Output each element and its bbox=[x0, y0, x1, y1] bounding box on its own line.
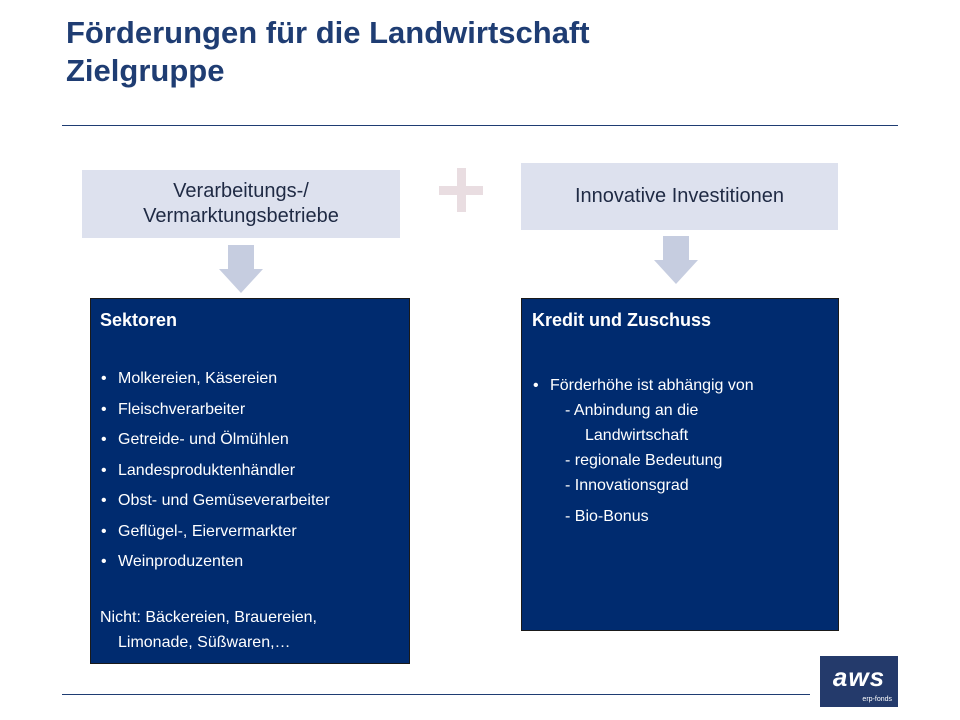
criterion-connection: - Anbindung an die bbox=[565, 402, 699, 419]
down-arrow-icon bbox=[219, 245, 263, 293]
processing-header-line-2: Vermarktungsbetriebe bbox=[143, 205, 339, 227]
sector-item bbox=[100, 461, 409, 492]
slide-title bbox=[66, 14, 590, 90]
sector-item-label: Molkereien, Käsereien bbox=[118, 370, 278, 387]
funding-criteria-intro: Förderhöhe ist abhängig von bbox=[550, 377, 754, 394]
funding-criteria-list bbox=[532, 373, 838, 529]
exclusions-line-2: Limonade, Süßwaren,… bbox=[118, 634, 291, 651]
credit-grant-box bbox=[521, 298, 839, 631]
investments-header-text: Innovative Investitionen bbox=[574, 185, 785, 207]
sector-item-label: Fleischverarbeiter bbox=[118, 400, 246, 418]
sectors-list bbox=[100, 369, 409, 583]
funding-criteria-bullet bbox=[532, 373, 838, 398]
sector-item bbox=[100, 400, 409, 431]
top-divider bbox=[62, 125, 898, 126]
criterion-innovation: - Innovationsgrad bbox=[565, 477, 689, 494]
processing-header-line-1: Verarbeitungs-/ bbox=[173, 180, 309, 202]
criterion-regional: - regionale Bedeutung bbox=[565, 452, 723, 469]
sector-item bbox=[100, 522, 409, 553]
bullet-icon: • bbox=[533, 377, 539, 394]
credit-heading: Kredit und Zuschuss bbox=[532, 310, 712, 330]
innovative-investments-header bbox=[521, 163, 838, 230]
sector-item bbox=[100, 430, 409, 461]
bullet-icon: • bbox=[101, 522, 107, 540]
plus-icon bbox=[439, 168, 483, 212]
bullet-icon: • bbox=[101, 431, 107, 448]
bullet-icon: • bbox=[101, 461, 107, 479]
sector-item-label: Geflügel-, Eiervermarkter bbox=[118, 522, 297, 540]
sector-item bbox=[100, 369, 409, 400]
sector-item bbox=[100, 552, 409, 583]
exclusions-line-1: Nicht: Bäckereien, Brauereien, bbox=[100, 609, 317, 626]
bottom-divider bbox=[62, 694, 810, 695]
sector-item-label: Weinproduzenten bbox=[118, 553, 244, 570]
title-line-1: Förderungen für die Landwirtschaft bbox=[66, 15, 590, 50]
sector-item-label: Landesproduktenhändler bbox=[118, 461, 296, 479]
logo-mark: aws bbox=[832, 662, 886, 692]
sector-item bbox=[100, 491, 409, 522]
sector-item-label: Obst- und Gemüseverarbeiter bbox=[118, 492, 330, 509]
sector-item-label: Getreide- und Ölmühlen bbox=[118, 431, 289, 448]
bullet-icon: • bbox=[101, 553, 107, 570]
bullet-icon: • bbox=[101, 492, 107, 509]
bullet-icon: • bbox=[101, 370, 107, 387]
exclusions-note bbox=[100, 605, 317, 655]
logo-subtitle: erp-fonds bbox=[862, 696, 892, 703]
criterion-bio-bonus: - Bio-Bonus bbox=[565, 508, 649, 525]
title-line-2: Zielgruppe bbox=[66, 53, 225, 88]
sectors-heading: Sektoren bbox=[100, 310, 178, 330]
bullet-icon: • bbox=[101, 400, 107, 418]
sectors-box bbox=[90, 298, 410, 664]
down-arrow-icon bbox=[654, 236, 698, 284]
processing-businesses-header bbox=[82, 170, 400, 238]
aws-logo bbox=[820, 656, 898, 707]
criterion-connection-cont: Landwirtschaft bbox=[585, 427, 689, 444]
